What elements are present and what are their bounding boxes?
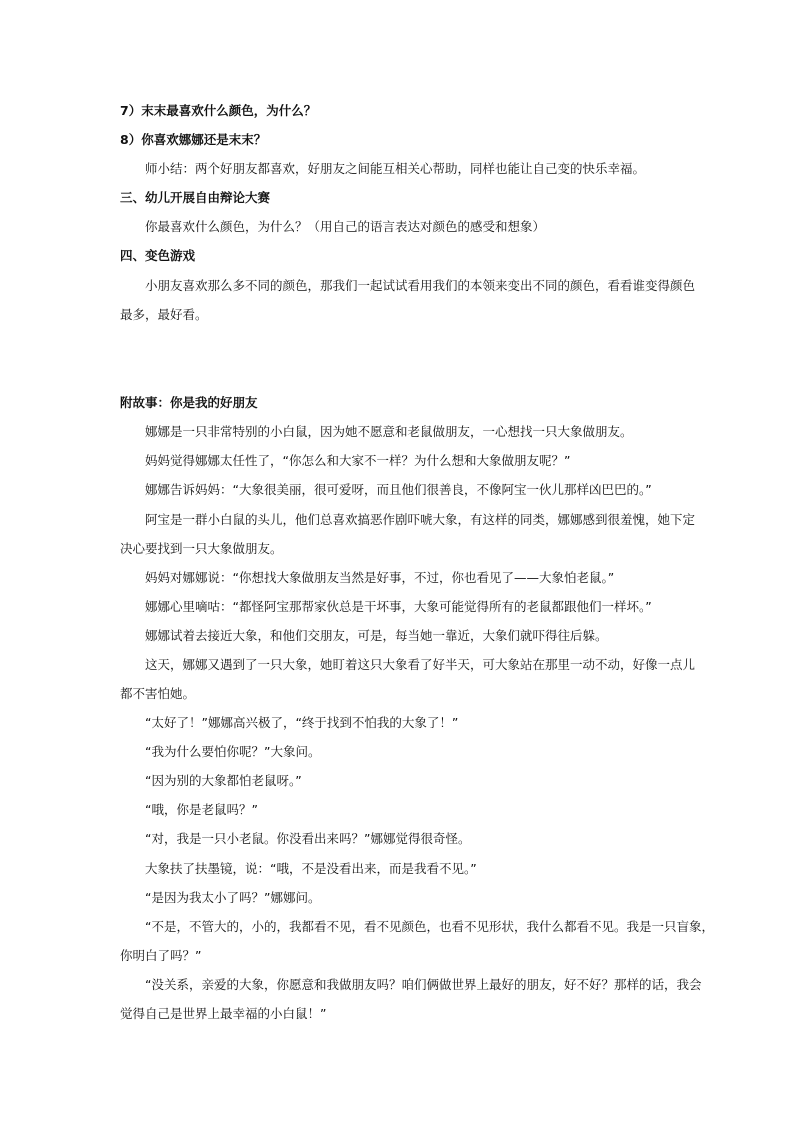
story-dialogue: “我为什么要怕你呢？”大象问。 [145,744,321,759]
story-paragraph: 娜娜试着去接近大象，和他们交朋友，可是，每当她一靠近，大象们就吓得往后躲。 [145,628,608,643]
story-paragraph: 娜娜心里嘀咕：“都怪阿宝那帮家伙总是干坏事，大象可能觉得所有的老鼠都跟他们一样坏。” [145,599,652,614]
story-paragraph: 妈妈对娜娜说：“你想找大象做朋友当然是好事，不过，你也看见了——大象怕老鼠。” [145,570,615,585]
game-paragraph-line-1: 小朋友喜欢那么多不同的颜色，那我们一起试试看用我们的本领来变出不同的颜色，看看谁变得颜色 [145,278,696,293]
story-title: 附故事：你是我的好朋友 [120,395,258,410]
story-paragraph: 娜娜是一只非常特别的小白鼠，因为她不愿意和老鼠做朋友，一心想找一只大象做朋友。 [145,424,633,439]
question-7: 7）末末最喜欢什么颜色，为什么？ [120,103,317,118]
story-dialogue-line-2: 觉得自己是世界上最幸福的小白鼠！” [120,1006,327,1021]
story-dialogue-line-1: “不是，不管大的，小的，我都看不见，看不见颜色，也看不见形状，我什么都看不见。我是一只盲象， [145,919,714,934]
story-paragraph-line-1: 这天，娜娜又遇到了一只大象，她盯着这只大象看了好半天，可大象站在那里一动不动，好像一点儿 [145,657,696,672]
story-dialogue: “太好了！”娜娜高兴极了，“终于找到不怕我的大象了！” [145,715,459,730]
story-paragraph-line-2: 都不害怕她。 [120,686,196,701]
story-paragraph-line-2: 决心要找到一只大象做朋友。 [120,541,283,556]
section-heading-4: 四、变色游戏 [120,248,196,263]
question-8: 8）你喜欢娜娜还是末末？ [120,132,267,147]
story-dialogue-line-2: 你明白了吗？” [120,948,202,963]
story-dialogue-line-1: “没关系，亲爱的大象，你愿意和我做朋友吗？咱们俩做世界上最好的朋友，好不好？那样的话，我会 [145,977,702,992]
story-dialogue: “哦，你是老鼠吗？” [145,802,258,817]
story-paragraph: 妈妈觉得娜娜太任性了，“你怎么和大家不一样？为什么想和大象做朋友呢？” [145,453,571,468]
story-dialogue: 大象扶了扶墨镜，说：“哦，不是没看出来，而是我看不见。” [145,861,477,876]
story-paragraph-line-1: 阿宝是一群小白鼠的头儿，他们总喜欢搞恶作剧吓唬大象，有这样的同类，娜娜感到很羞愧，她下定 [145,512,696,527]
story-dialogue: “因为别的大象都怕老鼠呀。” [145,773,302,788]
section-heading-3: 三、幼儿开展自由辩论大赛 [120,190,271,205]
story-dialogue: “对，我是一只小老鼠。你没看出来吗？”娜娜觉得很奇怪。 [145,831,471,846]
debate-question: 你最喜欢什么颜色，为什么？（用自己的语言表达对颜色的感受和想象） [145,219,546,234]
story-dialogue: “是因为我太小了吗？”娜娜问。 [145,890,321,905]
teacher-summary: 师小结：两个好朋友都喜欢，好朋友之间能互相关心帮助，同样也能让自己变的快乐幸福。 [145,161,646,176]
game-paragraph-line-2: 最多，最好看。 [120,307,208,322]
story-paragraph: 娜娜告诉妈妈：“大象很美丽，很可爱呀，而且他们很善良，不像阿宝一伙儿那样凶巴巴的。” [145,482,652,497]
